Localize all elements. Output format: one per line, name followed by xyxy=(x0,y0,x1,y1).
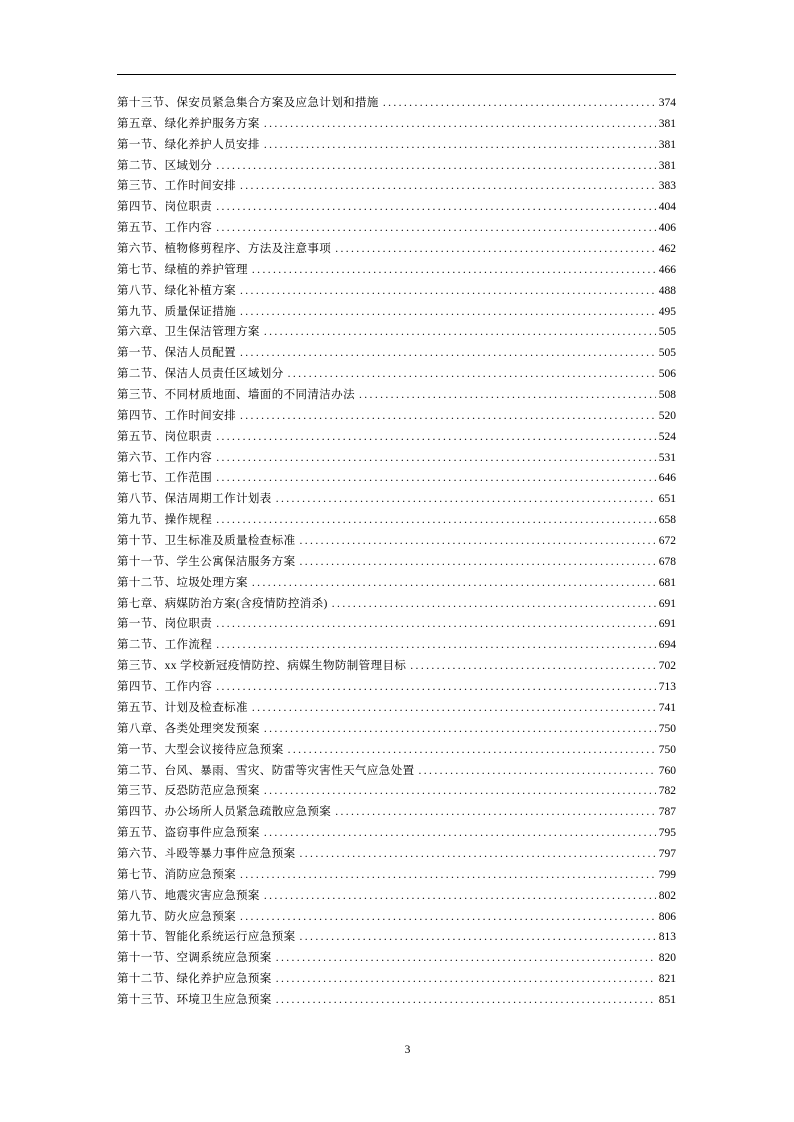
dot-leader-icon xyxy=(264,114,656,135)
toc-entry[interactable] xyxy=(117,427,676,448)
dot-leader-icon xyxy=(216,510,656,531)
dot-leader-icon xyxy=(240,865,656,886)
dot-leader-icon xyxy=(216,156,656,177)
toc-entry[interactable] xyxy=(117,781,676,802)
toc-entry[interactable] xyxy=(117,614,676,635)
toc-entry-title: 第三节、xx 学校新冠疫情防控、病媒生物防制管理目标 xyxy=(117,660,407,673)
toc-entry-title: 第五节、计划及检查标准 xyxy=(117,701,248,714)
dot-leader-icon xyxy=(359,385,656,406)
toc-entry-page: 678 xyxy=(658,555,676,568)
toc-entry-title: 第四节、岗位职责 xyxy=(117,201,213,214)
toc-entry-title: 第六章、卫生保洁管理方案 xyxy=(117,326,260,339)
toc-entry-page: 797 xyxy=(658,847,676,860)
toc-entry[interactable] xyxy=(117,635,676,656)
toc-entry-title: 第一节、大型会议接待应急预案 xyxy=(117,743,284,756)
dot-leader-icon xyxy=(252,698,656,719)
toc-entry[interactable] xyxy=(117,698,676,719)
toc-entry-page: 821 xyxy=(658,973,676,986)
toc-entry-page: 760 xyxy=(658,764,676,777)
toc-entry[interactable] xyxy=(117,448,676,469)
toc-entry[interactable] xyxy=(117,844,676,865)
dot-leader-icon xyxy=(216,635,656,656)
toc-entry-page: 406 xyxy=(658,222,676,235)
toc-entry[interactable] xyxy=(117,302,676,323)
dot-leader-icon xyxy=(252,260,656,281)
toc-entry[interactable] xyxy=(117,948,676,969)
toc-entry-title: 第九节、质量保证措施 xyxy=(117,305,236,318)
dot-leader-icon xyxy=(276,969,656,990)
toc-entry-title: 第七节、消防应急预案 xyxy=(117,868,236,881)
toc-entry-page: 505 xyxy=(658,326,676,339)
toc-entry-title: 第十节、卫生标准及质量检查标准 xyxy=(117,535,296,548)
toc-entry-page: 713 xyxy=(658,681,676,694)
dot-leader-icon xyxy=(300,531,656,552)
dot-leader-icon xyxy=(276,948,656,969)
toc-entry[interactable] xyxy=(117,176,676,197)
toc-entry-title: 第十三节、环境卫生应急预案 xyxy=(117,993,272,1006)
toc-entry-title: 第五节、盗窃事件应急预案 xyxy=(117,827,260,840)
dot-leader-icon xyxy=(410,656,655,677)
toc-entry-title: 第八章、各类处理突发预案 xyxy=(117,722,260,735)
toc-entry[interactable] xyxy=(117,594,676,615)
toc-entry[interactable] xyxy=(117,489,676,510)
dot-leader-icon xyxy=(419,761,656,782)
toc-entry-title: 第一节、岗位职责 xyxy=(117,618,213,631)
toc-entry-page: 646 xyxy=(658,472,676,485)
toc-entry[interactable] xyxy=(117,990,676,1011)
toc-entry[interactable] xyxy=(117,865,676,886)
dot-leader-icon xyxy=(216,218,656,239)
toc-entry-title: 第八节、地震灾害应急预案 xyxy=(117,889,260,902)
toc-entry-title: 第十三节、保安员紧急集合方案及应急计划和措施 xyxy=(117,97,379,109)
toc-entry[interactable] xyxy=(117,802,676,823)
toc-entry-title: 第一节、绿化养护人员安排 xyxy=(117,138,260,151)
toc-entry-page: 404 xyxy=(658,201,676,214)
toc-entry[interactable] xyxy=(117,197,676,218)
header-rule xyxy=(117,74,676,75)
toc-entry[interactable] xyxy=(117,823,676,844)
toc-entry-page: 381 xyxy=(658,138,676,151)
toc-entry-page: 524 xyxy=(658,430,676,443)
dot-leader-icon xyxy=(216,614,656,635)
dot-leader-icon xyxy=(240,302,656,323)
toc-entry-page: 495 xyxy=(658,305,676,318)
toc-entry[interactable] xyxy=(117,761,676,782)
toc-entry[interactable] xyxy=(117,114,676,135)
toc-entry-page: 488 xyxy=(658,284,676,297)
toc-entry[interactable] xyxy=(117,135,676,156)
dot-leader-icon xyxy=(335,802,656,823)
dot-leader-icon xyxy=(300,844,656,865)
toc-entry-page: 381 xyxy=(658,117,676,130)
toc-entry[interactable] xyxy=(117,531,676,552)
toc-entry[interactable] xyxy=(117,364,676,385)
toc-entry-title: 第十一节、空调系统应急预案 xyxy=(117,952,272,965)
toc-entry-page: 813 xyxy=(658,931,676,944)
toc-entry-page: 672 xyxy=(658,535,676,548)
toc-entry-page: 795 xyxy=(658,827,676,840)
toc-entry[interactable] xyxy=(117,281,676,302)
toc-entry-title: 第二节、台风、暴雨、雪灾、防雷等灾害性天气应急处置 xyxy=(117,764,415,777)
toc-entry[interactable] xyxy=(117,510,676,531)
dot-leader-icon xyxy=(216,197,656,218)
dot-leader-icon xyxy=(264,781,656,802)
dot-leader-icon xyxy=(264,823,656,844)
toc-entry-page: 520 xyxy=(658,409,676,422)
toc-entry[interactable] xyxy=(117,239,676,260)
toc-entry-page: 799 xyxy=(658,868,676,881)
toc-entry-title: 第十二节、绿化养护应急预案 xyxy=(117,973,272,986)
page-number: 3 xyxy=(404,1044,411,1056)
page-footer xyxy=(117,1040,676,1058)
dot-leader-icon xyxy=(264,135,656,156)
toc-entry[interactable] xyxy=(117,322,676,343)
toc-entry-title: 第四节、工作时间安排 xyxy=(117,409,236,422)
dot-leader-icon xyxy=(335,239,656,260)
toc-entry-title: 第三节、工作时间安排 xyxy=(117,180,236,193)
toc-entry-title: 第十二节、垃圾处理方案 xyxy=(117,576,248,589)
toc-entry-page: 462 xyxy=(658,243,676,256)
toc-entry-title: 第八节、保洁周期工作计划表 xyxy=(117,493,272,506)
toc-entry-title: 第三节、反恐防范应急预案 xyxy=(117,785,260,798)
toc-entry[interactable] xyxy=(117,886,676,907)
toc-entry-page: 374 xyxy=(658,97,676,109)
toc-entry[interactable] xyxy=(117,907,676,928)
toc-entry[interactable] xyxy=(117,93,676,114)
toc-entry-title: 第二节、保洁人员责任区域划分 xyxy=(117,368,284,381)
dot-leader-icon xyxy=(300,552,656,573)
toc-entry-page: 466 xyxy=(658,263,676,276)
toc-entry-page: 702 xyxy=(658,660,676,673)
toc-entry-title: 第八节、绿化补植方案 xyxy=(117,284,236,297)
toc-entry[interactable] xyxy=(117,969,676,990)
toc-entry-page: 750 xyxy=(658,722,676,735)
toc-entry[interactable] xyxy=(117,406,676,427)
toc-entry[interactable] xyxy=(117,343,676,364)
toc-entry-title: 第四节、工作内容 xyxy=(117,681,213,694)
toc-entry-page: 506 xyxy=(658,368,676,381)
dot-leader-icon xyxy=(332,594,656,615)
toc-entry-title: 第九节、操作规程 xyxy=(117,514,213,527)
dot-leader-icon xyxy=(216,427,656,448)
toc-entry[interactable] xyxy=(117,552,676,573)
toc-entry[interactable] xyxy=(117,740,676,761)
toc-entry-page: 691 xyxy=(658,618,676,631)
dot-leader-icon xyxy=(264,719,656,740)
dot-leader-icon xyxy=(216,677,656,698)
dot-leader-icon xyxy=(264,886,656,907)
toc-entry-title: 第一节、保洁人员配置 xyxy=(117,347,236,360)
toc-entry-title: 第九节、防火应急预案 xyxy=(117,910,236,923)
dot-leader-icon xyxy=(240,343,656,364)
toc-entry-page: 750 xyxy=(658,743,676,756)
dot-leader-icon xyxy=(264,322,656,343)
toc-entry[interactable] xyxy=(117,260,676,281)
toc-entry-page: 681 xyxy=(658,576,676,589)
dot-leader-icon xyxy=(216,448,656,469)
toc-entry-page: 741 xyxy=(658,701,676,714)
toc-entry-page: 651 xyxy=(658,493,676,506)
toc-entry[interactable] xyxy=(117,218,676,239)
toc-entry[interactable] xyxy=(117,927,676,948)
toc-entry[interactable] xyxy=(117,656,676,677)
toc-entry-title: 第七节、绿植的养护管理 xyxy=(117,263,248,276)
dot-leader-icon xyxy=(276,990,656,1011)
toc-entry-page: 694 xyxy=(658,639,676,652)
toc-entry-title: 第六节、工作内容 xyxy=(117,451,213,464)
toc-entry-page: 531 xyxy=(658,451,676,464)
toc-entry-page: 658 xyxy=(658,514,676,527)
toc-entry-title: 第七节、工作范围 xyxy=(117,472,213,485)
toc-entry-page: 806 xyxy=(658,910,676,923)
dot-leader-icon xyxy=(240,406,656,427)
dot-leader-icon xyxy=(216,468,656,489)
dot-leader-icon xyxy=(240,907,656,928)
toc-entry-title: 第六节、植物修剪程序、方法及注意事项 xyxy=(117,243,332,256)
dot-leader-icon xyxy=(288,740,656,761)
toc-entry[interactable] xyxy=(117,385,676,406)
dot-leader-icon xyxy=(300,927,656,948)
toc-entry-page: 851 xyxy=(658,993,676,1006)
dot-leader-icon xyxy=(288,364,656,385)
toc-entry[interactable] xyxy=(117,573,676,594)
toc-entry-page: 505 xyxy=(658,347,676,360)
toc-entry-title: 第十节、智能化系统运行应急预案 xyxy=(117,931,296,944)
dot-leader-icon xyxy=(240,176,656,197)
toc-entry-title: 第四节、办公场所人员紧急疏散应急预案 xyxy=(117,806,332,819)
toc-entry-page: 691 xyxy=(658,597,676,610)
toc-entry-page: 381 xyxy=(658,159,676,172)
toc-entry-page: 508 xyxy=(658,389,676,402)
toc-entry-page: 802 xyxy=(658,889,676,902)
toc-entry-page: 820 xyxy=(658,952,676,965)
toc-entry-title: 第二节、区域划分 xyxy=(117,159,213,172)
toc-entry[interactable] xyxy=(117,719,676,740)
dot-leader-icon xyxy=(276,489,656,510)
toc-entry[interactable] xyxy=(117,677,676,698)
toc-entry-title: 第三节、不同材质地面、墙面的不同清洁办法 xyxy=(117,389,355,402)
toc-entry-title: 第二节、工作流程 xyxy=(117,639,213,652)
toc-entry-title: 第五节、工作内容 xyxy=(117,222,213,235)
toc-entry[interactable] xyxy=(117,468,676,489)
toc-entry-title: 第五章、绿化养护服务方案 xyxy=(117,117,260,130)
dot-leader-icon xyxy=(240,281,656,302)
toc-entry-title: 第七章、病媒防治方案(含疫情防控消杀) xyxy=(117,597,328,610)
toc-entry-page: 782 xyxy=(658,785,676,798)
toc-entry-title: 第十一节、学生公寓保洁服务方案 xyxy=(117,555,296,568)
table-of-contents xyxy=(117,93,676,1011)
dot-leader-icon xyxy=(383,93,656,114)
toc-entry-page: 383 xyxy=(658,180,676,193)
dot-leader-icon xyxy=(252,573,656,594)
toc-entry-title: 第六节、斗殴等暴力事件应急预案 xyxy=(117,847,296,860)
toc-entry-page: 787 xyxy=(658,806,676,819)
toc-entry-title: 第五节、岗位职责 xyxy=(117,430,213,443)
toc-entry[interactable] xyxy=(117,156,676,177)
